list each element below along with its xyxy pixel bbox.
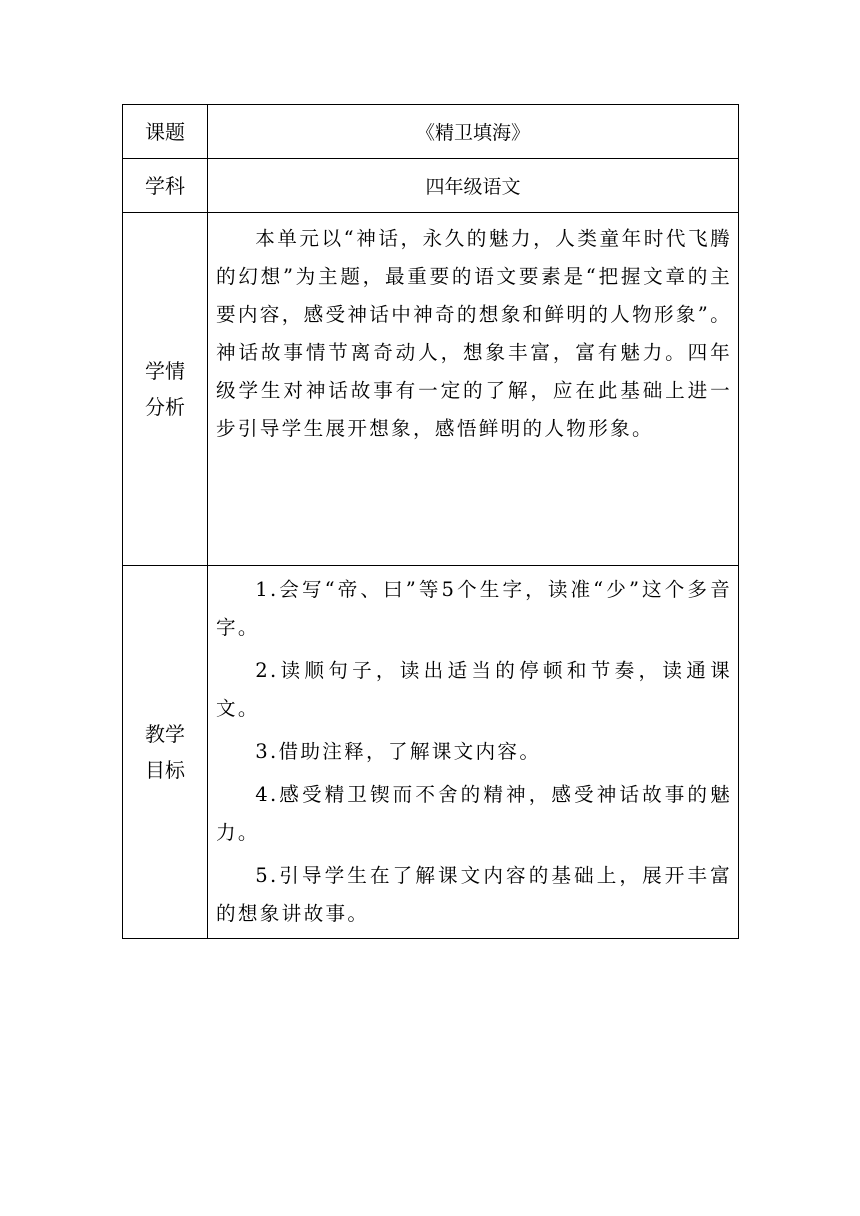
goals-label <box>123 566 208 939</box>
title-value: 《精卫填海》 <box>208 105 739 159</box>
goals-label-line1: 教学 <box>145 722 185 746</box>
title-label-text: 课题 <box>145 119 185 144</box>
goal-item: 5.引导学生在了解课文内容的基础上，展开丰富的想象讲故事。 <box>216 864 732 925</box>
goals-label-line2: 目标 <box>145 758 185 782</box>
analysis-content <box>208 213 739 566</box>
subject-label-text: 学科 <box>145 173 185 198</box>
goal-item: 2.读顺句子，读出适当的停顿和节奏，读通课文。 <box>216 659 732 720</box>
lesson-plan-table <box>122 104 739 939</box>
goals-content <box>208 566 739 939</box>
analysis-row <box>123 213 739 566</box>
goal-item: 3.借助注释，了解课文内容。 <box>255 740 542 763</box>
analysis-label-line2: 分析 <box>145 395 185 419</box>
goals-list <box>208 566 738 933</box>
subject-value: 四年级语文 <box>208 159 739 213</box>
goal-item: 4.感受精卫锲而不舍的精神，感受神话故事的魅力。 <box>216 783 732 844</box>
analysis-label <box>123 213 208 566</box>
subject-row <box>123 159 739 213</box>
analysis-label-line1: 学情 <box>145 359 185 383</box>
goals-row <box>123 566 739 939</box>
title-label <box>123 105 208 159</box>
title-row <box>123 105 739 159</box>
subject-label <box>123 159 208 213</box>
goal-item: 1.会写“帝、曰”等5个生字，读准“少”这个多音字。 <box>216 578 732 639</box>
analysis-text: 本单元以“神话，永久的魅力，人类童年时代飞腾的幻想”为主题，最重要的语文要素是“把握文章的主要内容，感受神话中神奇的想象和鲜明的人物形象”。神话故事情节离奇动人，想象丰富，富有魅力。四年级学生对神话故事有一定的了解，应在此基础上进一步引导学生展开想象，感悟鲜明的人物形象。 <box>216 227 732 440</box>
